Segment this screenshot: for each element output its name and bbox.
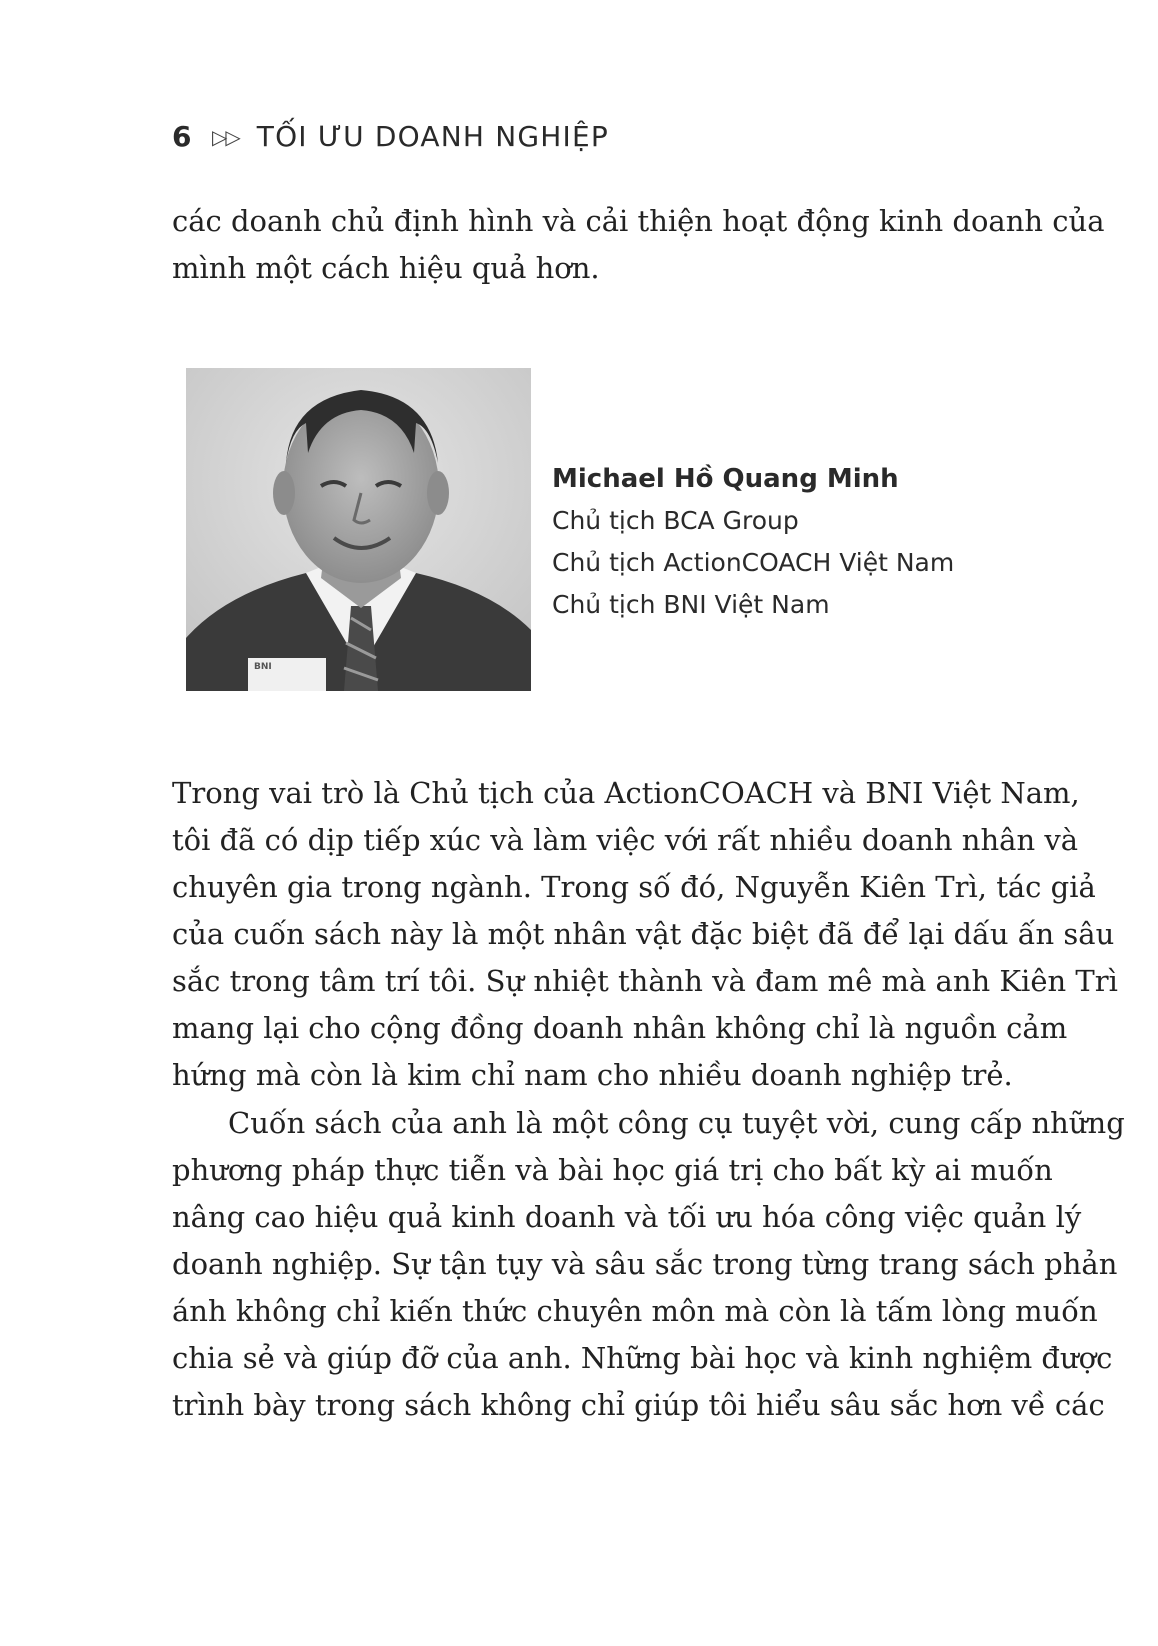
text-line: chia sẻ và giúp đỡ của anh. Những bài học và kinh nghiệm được <box>172 1341 1113 1375</box>
text-line: mang lại cho cộng đồng doanh nhân không chỉ là nguồn cảm <box>172 1011 1068 1045</box>
profile-role: Chủ tịch ActionCOACH Việt Nam <box>552 548 955 577</box>
profile-name: Michael Hồ Quang Minh <box>552 464 899 494</box>
paragraph-1 <box>172 770 1118 1099</box>
badge-label: BNI <box>254 662 272 672</box>
text-line: Cuốn sách của anh là một công cụ tuyệt vời, cung cấp những <box>228 1106 1125 1140</box>
profile-role: Chủ tịch BNI Việt Nam <box>552 590 830 619</box>
paragraph-2 <box>172 1100 1125 1429</box>
text-line: doanh nghiệp. Sự tận tụy và sâu sắc trong từng trang sách phản <box>172 1247 1118 1281</box>
running-header <box>172 120 609 153</box>
running-title: TỐI ƯU DOANH NGHIỆP <box>256 120 609 153</box>
text-line: của cuốn sách này là một nhân vật đặc biệt đã để lại dấu ấn sâu <box>172 917 1115 951</box>
text-line: các doanh chủ định hình và cải thiện hoạt động kinh doanh của <box>172 204 1105 238</box>
page-number: 6 <box>172 120 192 153</box>
text-line: trình bày trong sách không chỉ giúp tôi hiểu sâu sắc hơn về các <box>172 1388 1105 1422</box>
portrait-image <box>186 368 531 691</box>
text-line: hứng mà còn là kim chỉ nam cho nhiều doanh nghiệp trẻ. <box>172 1058 1013 1092</box>
double-arrow-icon: ▷▷ <box>212 124 239 149</box>
text-line: nâng cao hiệu quả kinh doanh và tối ưu hóa công việc quản lý <box>172 1200 1082 1234</box>
profile-caption <box>552 458 954 626</box>
profile-role: Chủ tịch BCA Group <box>552 506 799 535</box>
text-line: ánh không chỉ kiến thức chuyên môn mà còn là tấm lòng muốn <box>172 1294 1098 1328</box>
text-line: tôi đã có dịp tiếp xúc và làm việc với rất nhiều doanh nhân và <box>172 823 1079 857</box>
text-line: sắc trong tâm trí tôi. Sự nhiệt thành và đam mê mà anh Kiên Trì <box>172 964 1118 998</box>
text-line: mình một cách hiệu quả hơn. <box>172 251 600 285</box>
text-line: phương pháp thực tiễn và bài học giá trị cho bất kỳ ai muốn <box>172 1153 1053 1187</box>
profile-photo <box>186 368 531 691</box>
text-line: chuyên gia trong ngành. Trong số đó, Nguyễn Kiên Trì, tác giả <box>172 870 1096 904</box>
text-line: Trong vai trò là Chủ tịch của ActionCOACH và BNI Việt Nam, <box>172 776 1080 810</box>
intro-text <box>172 198 1105 292</box>
